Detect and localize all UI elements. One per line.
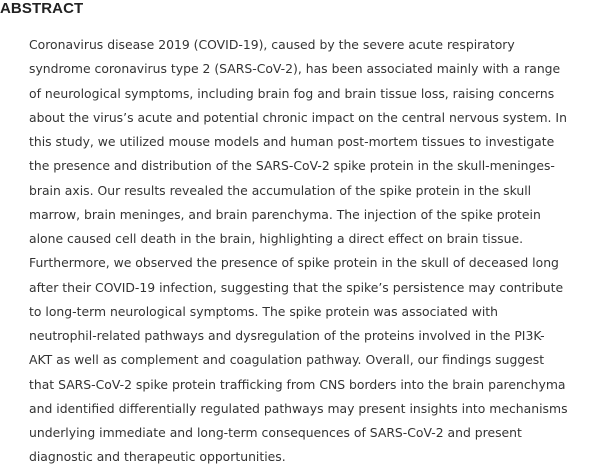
abstract-line: after their COVID-19 infection, suggesting that the spike’s persistence may contribute [29, 279, 564, 295]
abstract-line: underlying immediate and long-term consequences of SARS-CoV-2 and present [29, 425, 522, 440]
abstract-line: diagnostic and therapeutic opportunities. [29, 449, 286, 465]
abstract-line: AKT as well as complement and coagulation pathway. Overall, our findings suggest [29, 352, 545, 368]
abstract-line: alone caused cell death in the brain, highlighting a direct effect on brain tissue. [29, 231, 524, 246]
abstract-heading: ABSTRACT [0, 0, 84, 17]
abstract-line: the presence and distribution of the SARS-CoV-2 spike protein in the skull-meninges- [29, 158, 555, 174]
abstract-line: Furthermore, we observed the presence of spike protein in the skull of deceased long [29, 255, 559, 271]
abstract-body [29, 33, 597, 470]
abstract-line: and identified differentially regulated pathways may present insights into mechanisms [29, 400, 568, 416]
abstract-line: this study, we utilized mouse models and human post-mortem tissues to investigate [29, 134, 555, 149]
abstract-line: marrow, brain meninges, and brain parenchyma. The injection of the spike protein [29, 206, 541, 222]
abstract-line: about the virus’s acute and potential chronic impact on the central nervous system. In [29, 109, 567, 125]
abstract-line: brain axis. Our results revealed the accumulation of the spike protein in the skull [29, 182, 532, 198]
abstract-line: syndrome coronavirus type 2 (SARS-CoV-2), has been associated mainly with a range [29, 61, 561, 77]
abstract-line: to long-term neurological symptoms. The spike protein was associated with [29, 303, 499, 319]
abstract-line: Coronavirus disease 2019 (COVID-19), caused by the severe acute respiratory [29, 37, 515, 52]
abstract-line: neutrophil-related pathways and dysregulation of the proteins involved in the PI3K- [29, 328, 545, 343]
abstract-line: that SARS-CoV-2 spike protein trafficking from CNS borders into the brain parenchyma [29, 376, 566, 392]
abstract-line: of neurological symptoms, including brain fog and brain tissue loss, raising concerns [29, 85, 555, 101]
